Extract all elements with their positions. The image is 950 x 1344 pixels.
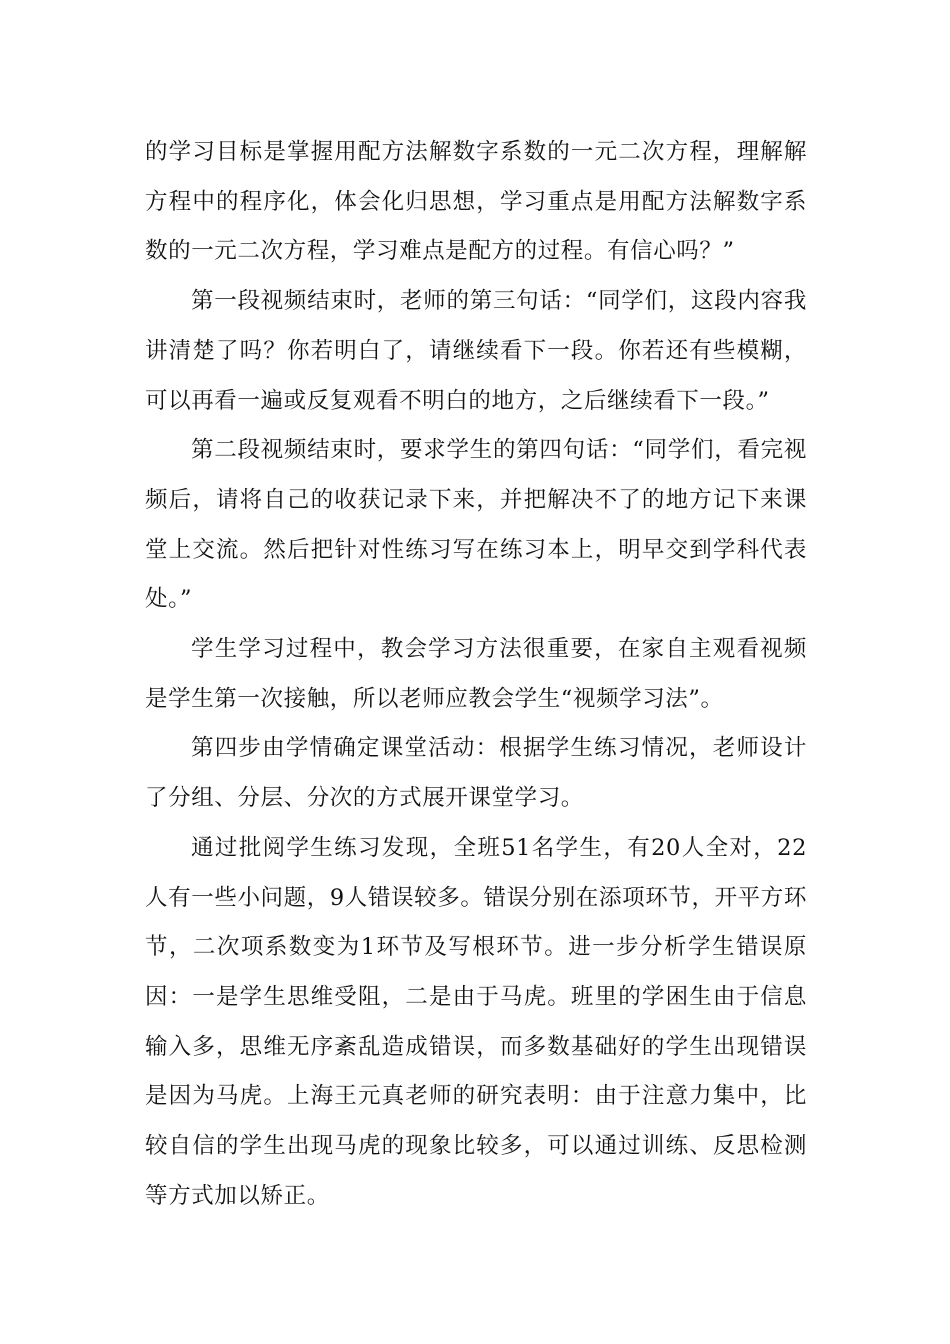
paragraph-learning-method: 学生学习过程中，教会学习方法很重要，在家自主观看视频是学生第一次接触，所以老师应教会学生“视频学习法”。	[145, 636, 807, 712]
paragraph-first-video-end: 第一段视频结束时，老师的第三句话：“同学们，这段内容我讲清楚了吗？你若明白了，请继续看下一段。你若还有些模糊，可以再看一遍或反复观看不明白的地方，之后继续看下一段。”	[145, 288, 807, 414]
document-body	[145, 128, 807, 1221]
paragraph-second-video-end: 第二段视频结束时，要求学生的第四句话：“同学们，看完视频后，请将自己的收获记录下来，并把解决不了的地方记下来课堂上交流。然后把针对性练习写在练习本上，明早交到学科代表处。”	[145, 437, 807, 613]
paragraph-step-four: 第四步由学情确定课堂活动：根据学生练习情况，老师设计了分组、分层、分次的方式展开课堂学习。	[145, 735, 807, 812]
paragraph-learning-goals: 的学习目标是掌握用配方法解数字系数的一元二次方程，理解解方程中的程序化，体会化归思想，学习重点是用配方法解数字系数的一元二次方程，学习难点是配方的过程。有信心吗？”	[145, 139, 807, 265]
paragraph-error-analysis: 通过批阅学生练习发现，全班51名学生，有20人全对，22人有一些小问题，9人错误较多。错误分别在添项环节，开平方环节，二次项系数变为1环节及写根环节。进一步分析学生错误原因：一是学生思维受阻，二是由于马虎。班里的学困生由于信息输入多，思维无序紊乱造成错误，而多数基础好的学生出现错误是因为马虎。上海王元真老师的研究表明：由于注意力集中，比较自信的学生出现马虎的现象比较多，可以通过训练、反思检测等方式加以矫正。	[145, 834, 807, 1209]
